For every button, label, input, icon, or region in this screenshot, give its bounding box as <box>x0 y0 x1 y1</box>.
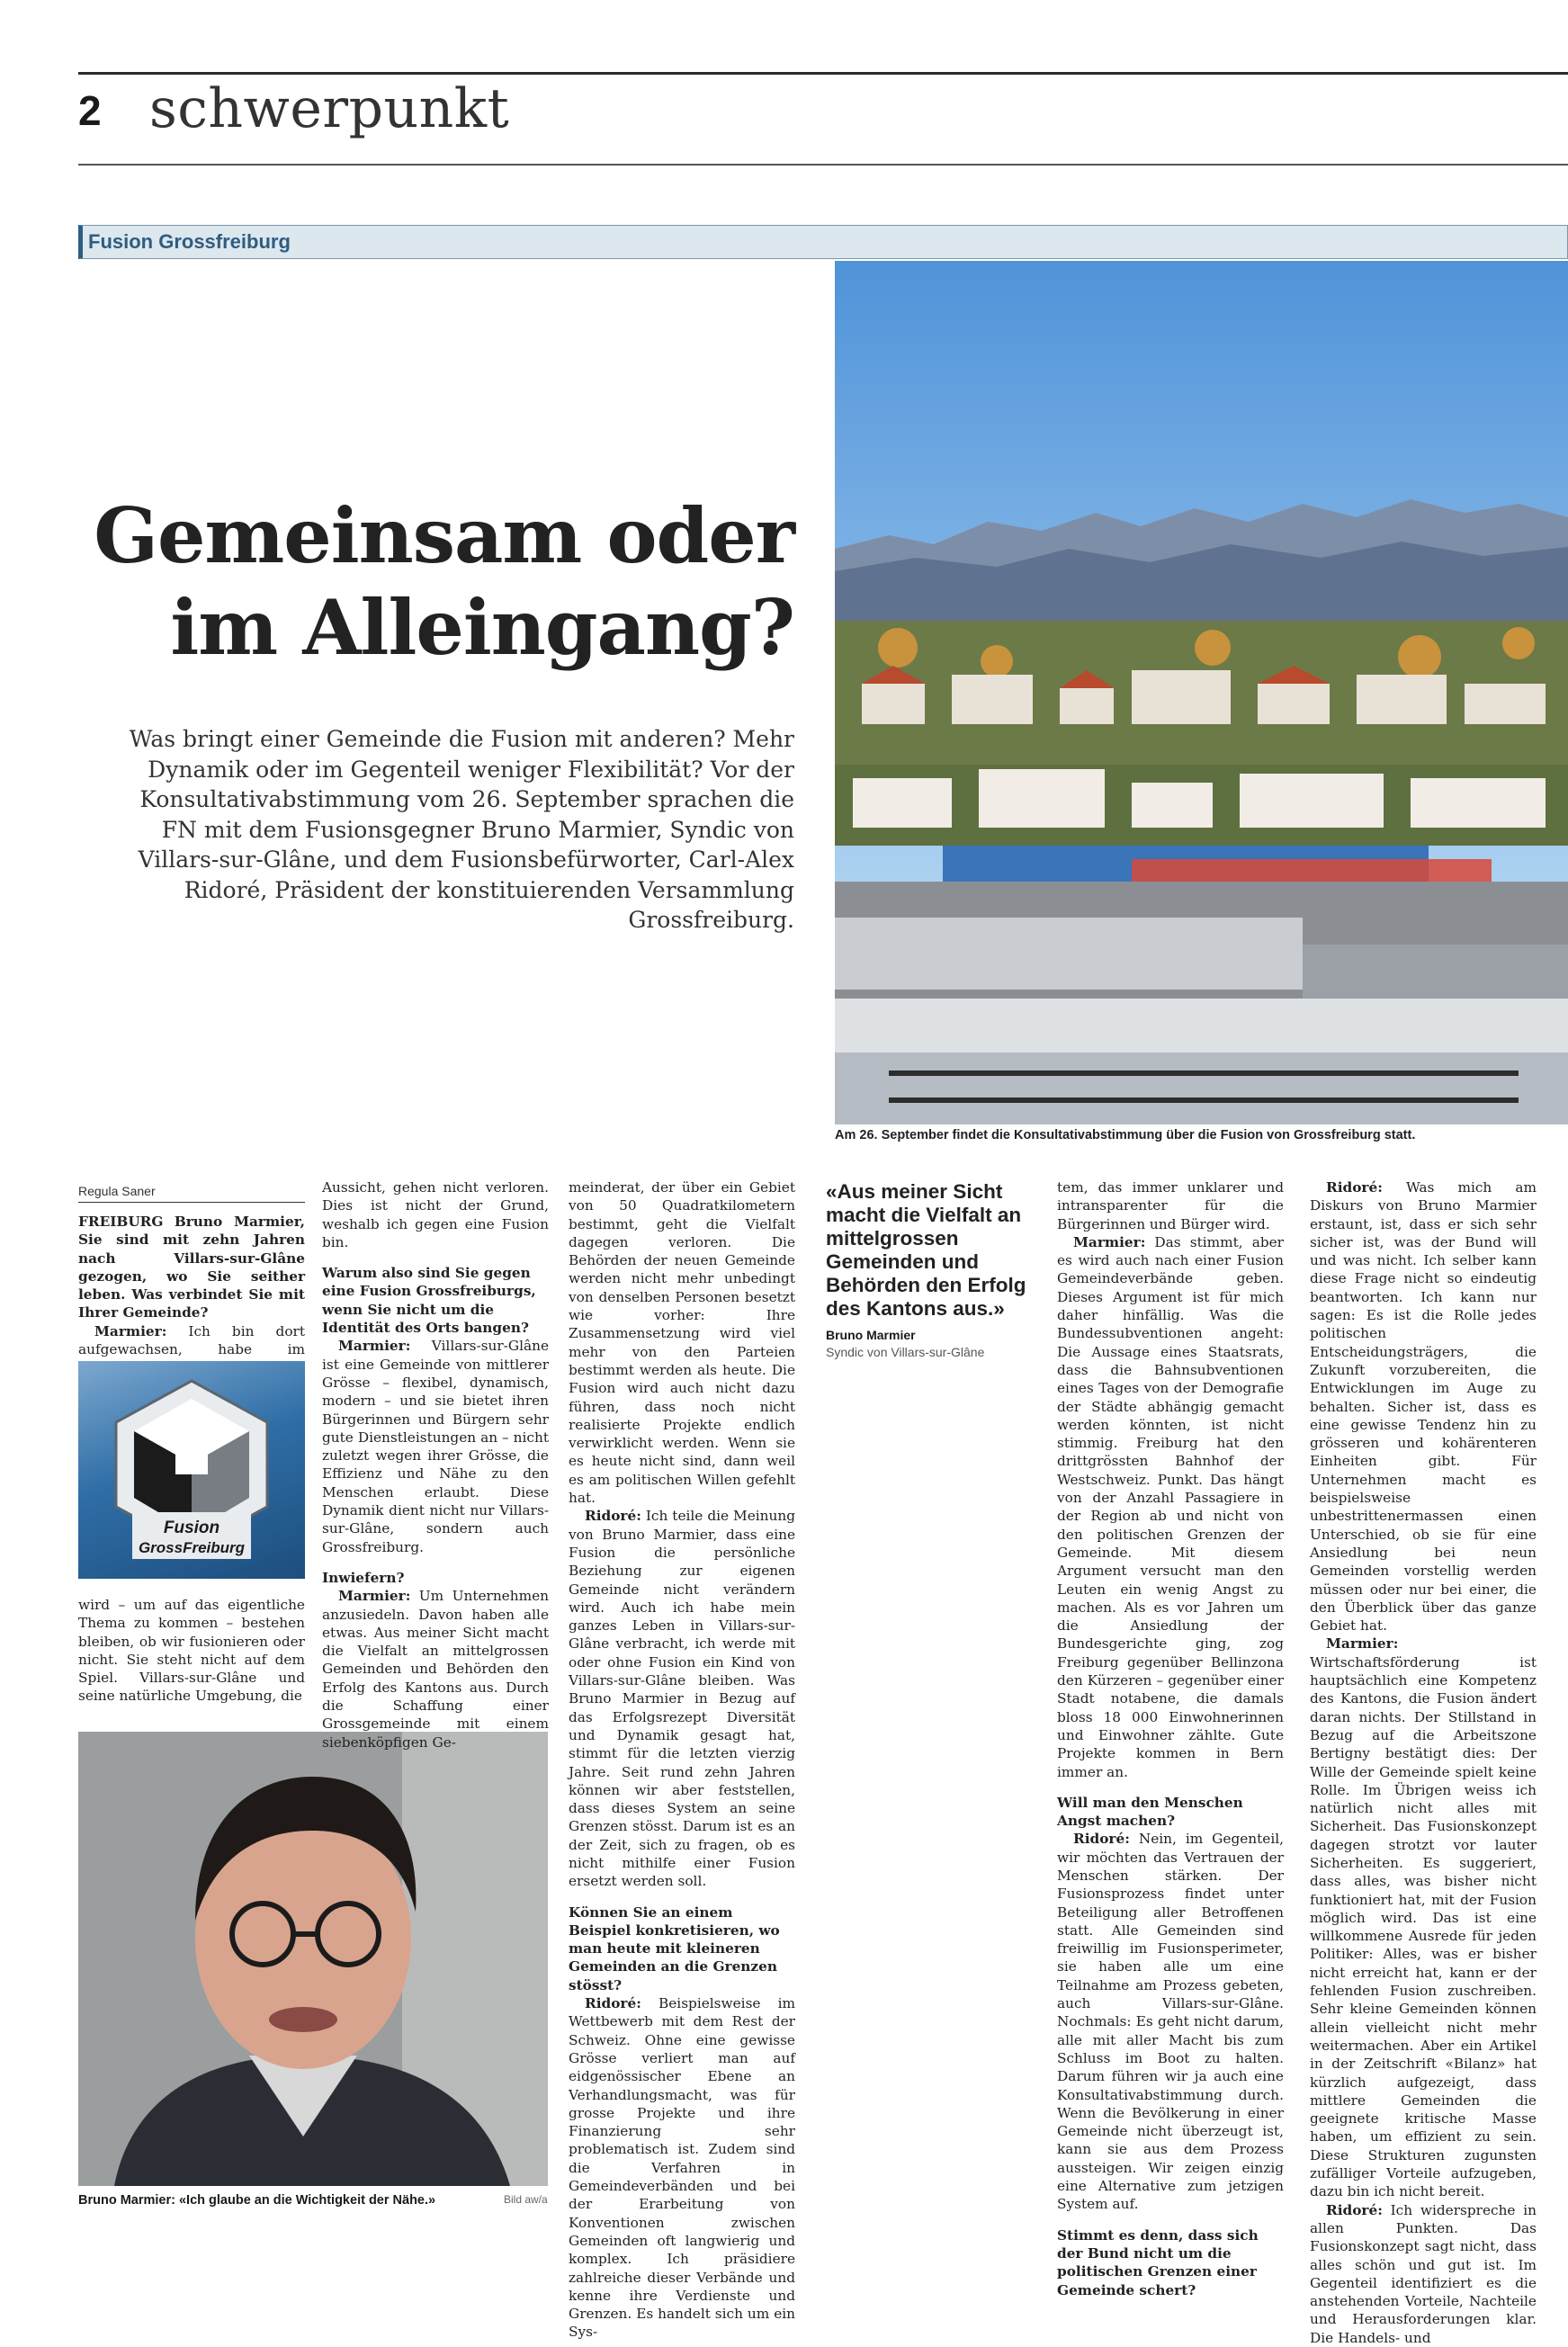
headline-line-1: Gemeinsam oder <box>94 491 794 580</box>
column-3 <box>569 1178 795 2342</box>
answer: Ich widerspreche in allen Punkten. Das Fusionskonzept sagt nicht, dass alles schön und gut ist. Im Gegenteil identifiziert es die anstehenden Vorteile, Nachteile und Herausforderungen klar. Die Handels- und <box>1310 2201 1537 2346</box>
headline <box>57 490 794 674</box>
question: Bruno Marmier, Sie sind mit zehn Jahren nach Villars-sur-Glâne gezogen, wo Sie seither leben. Was verbindet Sie mit Ihrer Gemeinde? <box>78 1214 305 1321</box>
answer: meinderat, der über ein Gebiet von 50 Quadratkilometern bestimmt, geht die Vielfalt dagegen verloren. Die Behörden der neuen Gemeinde werden nicht mehr unbedingt von denselben Personen besetzt wie vorher: Ihre Zusammensetzung wird viel mehr von den Parteien bestimmt werden als heute. Die Fusion wird auch nicht dazu führen, dass noch nicht realisierte Projekte endlich verwirklicht werden. Wenn sie es heute nicht sind, dann weil es am politischen Willen gefehlt hat. <box>569 1179 795 1507</box>
column-2 <box>322 1178 549 1751</box>
pull-quote-name: Bruno Marmier <box>826 1328 916 1342</box>
header-rule <box>78 164 1568 166</box>
answer: Um Unternehmen anzusiedeln. Davon haben alle etwas. Aus meiner Sicht macht die Vielfalt an mittelgrossen Gemeinden und Behörden den Erfolg des Kantons aus. Durch die Schaffung einer Grossgemeinde mit einem siebenköpfigen Ge- <box>322 1588 549 1751</box>
answer: Beispielsweise im Wettbewerb mit dem Rest der Schweiz. Ohne eine gewisse Grösse verliert man auf eidgenössischer Ebene an Verhandlungsmacht, was für grosse Projekte und ihre Finanzierung sehr problematisch ist. Zudem sind die Verfahren in Gemeindeverbänden und bei der Erarbeitung von Konventionen zwischen Gemeinden oft langwierig und komplex. Ich präsidiere zahlreiche dieser Verbände und kenne ihre Verdienste und Grenzen. Es handelt sich um ein Sys- <box>569 1995 795 2341</box>
rubric-bar <box>78 225 1568 259</box>
column-5 <box>1310 1178 1537 2347</box>
column-1-continued <box>78 1596 305 1706</box>
cityscape-photo <box>835 261 1568 1124</box>
answer: tem, das immer unklarer und intransparenter für die Bürgerinnen und Bürger wird. <box>1057 1179 1284 1232</box>
page-number: 2 <box>78 87 102 134</box>
headline-line-2: im Alleingang? <box>170 583 794 672</box>
answer: Aussicht, gehen nicht verloren. Dies ist nicht der Grund, weshalb ich gegen eine Fusion bin. <box>322 1179 549 1250</box>
author-rule <box>78 1202 305 1203</box>
answer: Was mich am Diskurs von Bruno Marmier erstaunt, ist, dass er sich sehr sicher ist, was der Bund will und was nicht. Ich selber kann diese Frage nicht so eindeutig beantworten. Ich kann nur sagen: Es ist die Rolle jedes politischen Entscheidungsträgers, die Zukunft vorzubereiten, die Entwicklungen im Auge zu behalten. Sicher ist, dass es eine gewisse Tendenz hin zu grösseren und kohärenteren Einheiten gibt. Für Unternehmen macht es beispielsweise unbestrittenermassen einen Unterschied, ob sie für eine Ansiedlung bei neun Gemeinden vorstellig werden müssen oder nur bei einer, die den Überblick über das ganze Gebiet hat. <box>1310 1179 1537 1635</box>
pull-quote-role: Syndic von Villars-sur-Glâne <box>826 1345 985 1359</box>
answer: Nein, im Gegenteil, wir möchten das Vertrauen der Menschen stärken. Der Fusionsprozess findet unter Beteiligung aller Betroffenen statt. Alle Gemeinden sind freiwillig im Fusionsperimeter, sie haben alle um eine Teilnahme am Prozess gebeten, auch Villars-sur-Glâne. Nochmals: Es geht nicht darum, alle mit aller Macht bis zum Schluss im Boot zu halten. Darum führen wir ja auch eine Konsultativabstimmung durch. Wenn die Bevölkerung in einer Gemeinde nicht überzeugt ist, kann sie aus dem Prozess aussteigen. Wir zeigen einzig eine Alternative zum jetzigen System auf. <box>1057 1831 1284 2213</box>
speaker-label: Marmier: <box>338 1588 411 1605</box>
logo-line-1: Fusion <box>163 1518 220 1537</box>
logo-line-2: GrossFreiburg <box>138 1539 246 1556</box>
speaker-label: Ridoré: <box>585 1995 641 2012</box>
question: Inwiefern? <box>322 1569 405 1586</box>
fusion-logo <box>78 1361 305 1579</box>
speaker-label: Marmier: <box>1073 1233 1146 1250</box>
dateline: FREIBURG <box>78 1214 164 1230</box>
portrait-photo <box>78 1732 548 2186</box>
speaker-label: Marmier: <box>1326 1635 1399 1653</box>
portrait-caption: Bruno Marmier: «Ich glaube an die Wichtigkeit der Nähe.» <box>78 2193 436 2208</box>
top-photo-caption: Am 26. September findet die Konsultativabstimmung über die Fusion von Grossfreiburg statt. <box>835 1128 1416 1142</box>
top-rule <box>78 72 1568 75</box>
answer: Das stimmt, aber es wird auch nach einer Fusion Gemeindeverbände geben. Dieses Argument ist für mich daher hinfällig. Was die Bundessubventionen angeht: Die Aussage eines Staatsrats, dass die Bahnsubventionen eines Tages von der Demografie der Städte abhängig gemacht werden könnten, ist nicht stimmig. Freiburg hat den drittgrössten Bahnhof der Westschweiz. Punkt. Das hängt von der Anzahl Passagiere in der Region ab und nicht von den politischen Grenzen der Gemeinde. Mit diesem Argument versucht man den Leuten ein wenig Angst zu machen. Als es vor Jahren um die Ansiedlung der Bundesgerichte ging, zog Freiburg gegenüber Bellinzona den Kürzeren – gegenüber einer Stadt notabene, die damals bloss 18 000 Einwohnerinnen und Einwohner zählte. Gute Projekte kommen in Bern immer an. <box>1057 1233 1284 1780</box>
question: Warum also sind Sie gegen eine Fusion Grossfreiburgs, wenn Sie nicht um die Identität des Orts bangen? <box>322 1265 536 1337</box>
question: Will man den Menschen Angst machen? <box>1057 1794 1243 1830</box>
section-title: schwerpunkt <box>149 77 510 140</box>
answer: wird – um auf das eigentliche Thema zu kommen – bestehen bleiben, ob wir fusionieren oder nicht. Sie steht nicht auf dem Spiel. Villars-sur-Glâne und seine natürliche Umgebung, die <box>78 1597 305 1705</box>
answer: Ich teile die Meinung von Bruno Marmier, dass eine Fusion die persönliche Beziehung zur eigenen Gemeinde nicht verändern wird. Auch ich habe mein ganzes Leben in Villars-sur-Glâne verbracht, ich werde mit oder ohne Fusion ein Kind von Villars-sur-Glâne bleiben. Was Bruno Marmier in Bezug auf das Erfolgsrezept Diversität und Dynamik gesagt hat, stimmt für die letzten vierzig Jahre. Seit rund zehn Jahren können wir aber feststellen, dass dieses System an seine Grenzen stösst. Darum ist es an der Zeit, sich zu fragen, ob es nicht mithilfe einer Fusion ersetzt werden soll. <box>569 1508 795 1890</box>
rubric-label: Fusion Grossfreiburg <box>88 230 291 253</box>
speaker-label: Ridoré: <box>1326 1179 1383 1196</box>
answer: Ich bin dort aufgewachsen, habe im <box>78 1322 305 1358</box>
answer: Wirtschaftsförderung ist hauptsächlich eine Kompetenz des Kantons, die Fusion ändert daran nichts. Der Stillstand in Bezug auf die Arbeitszone Bertigny bestätigt dies: Der Wille der Gemeinde spielt keine Rolle. Im Übrigen weiss ich natürlich nicht alles mit Sicherheit. Das Fusionskonzept dagegen strotzt vor lauter Sicherheiten. Es suggeriert, dass alles, was bisher nicht funktioniert hat, mit der Fusion möglich wird. Das ist eine willkommene Ausrede für jeden Politiker: Alles, was er bisher nicht erreicht hat, kann er der fehlenden Fusion zuschreiben. Sehr kleine Gemeinden können allein vielleicht nicht mehr weitermachen. Aber ein Artikel in der Zeitschrift «Bilanz» hat kürzlich aufgezeigt, dass mittlere Gemeinden die geeignete kritische Masse haben, um effizient zu sein. Diese Strukturen zugunsten zufälliger Vorteile aufzugeben, dazu bin ich nicht bereit. <box>1310 1653 1537 2200</box>
speaker-label: Marmier: <box>338 1338 411 1355</box>
speaker-label: Ridoré: <box>1073 1831 1130 1848</box>
author-byline: Regula Saner <box>78 1184 156 1198</box>
speaker-label: Ridoré: <box>1326 2201 1383 2218</box>
column-4 <box>1057 1178 1284 2299</box>
speaker-label: Ridoré: <box>585 1508 641 1525</box>
speaker-label: Marmier: <box>94 1322 167 1339</box>
pull-quote: «Aus meiner Sicht macht die Vielfalt an mittelgrossen Gemeinden und Behörden den Erfolg des Kantons aus.» <box>826 1180 1026 1320</box>
answer: Villars-sur-Glâne ist eine Gemeinde von mittlerer Grösse – flexibel, dynamisch, modern – und sie bietet ihren Bürgerinnen und Bürgern sehr gute Dienstleistungen an – nicht zuletzt wegen ihrer Grösse, die Effizienz und Nähe zu den Menschen erlaubt. Diese Dynamik dient nicht nur Villars-sur-Glâne, sondern auch Grossfreiburg. <box>322 1338 549 1555</box>
photo-credit: Bild aw/a <box>504 2193 548 2206</box>
question: Können Sie an einem Beispiel konkretisieren, wo man heute mit kleineren Gemeinden an die Grenzen stösst? <box>569 1904 780 1993</box>
lead-text: Was bringt einer Gemeinde die Fusion mit anderen? Mehr Dynamik oder im Gegenteil weniger Flexibilität? Vor der Konsultativabstimmung vom 26. September sprachen die FN mit dem Fusionsgegner Bruno Marmier, Syndic von Villars-sur-Glâne, und dem Fusionsbefürworter, Carl-Alex Ridoré, Präsident der konstituierenden Versammlung Grossfreiburg. <box>129 726 794 933</box>
question: Stimmt es denn, dass sich der Bund nicht um die politischen Grenzen einer Gemeinde schert? <box>1057 2226 1259 2298</box>
